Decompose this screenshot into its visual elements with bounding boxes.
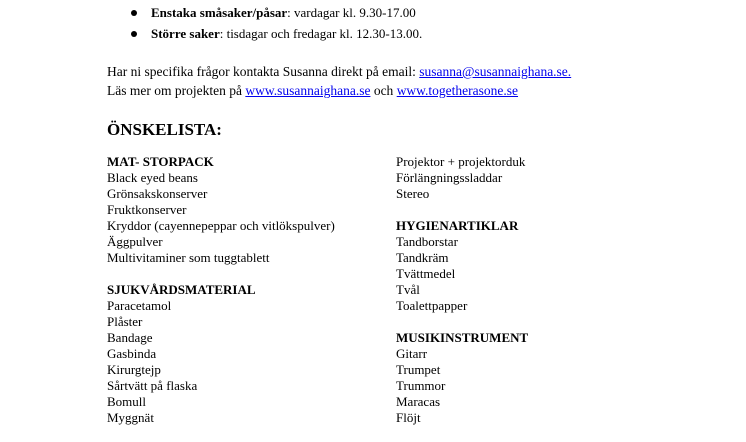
list-item: Kirurgtejp — [107, 362, 161, 377]
section-title: MAT- STORPACK — [107, 154, 214, 169]
bullet-icon — [131, 31, 137, 37]
list-item: Kryddor (cayennepeppar och vitlökspulver) — [107, 218, 335, 233]
list-item: Multivitaminer som tuggtablett — [107, 250, 270, 265]
wishlist-right-column — [396, 154, 528, 442]
list-item: Tandborstar — [396, 234, 458, 249]
bullet-label: Enstaka småsaker/påsar — [151, 5, 288, 20]
pickup-hours-list — [0, 5, 422, 47]
togetherasone-link[interactable]: www.togetherasone.se — [396, 83, 519, 98]
list-item: Gitarr — [396, 346, 428, 361]
list-item: Tandkräm — [396, 250, 449, 265]
website-prefix: Läs mer om projekten på — [107, 83, 246, 98]
list-item: Förlängningssladdar — [396, 170, 503, 185]
list-item: Fruktkonserver — [107, 202, 187, 217]
list-item: Maracas — [396, 394, 441, 409]
list-item: Trumpet — [396, 362, 441, 377]
wishlist-section — [107, 282, 335, 426]
bullet-icon — [131, 10, 137, 16]
bullet-text: : tisdagar och fredagar kl. 12.30-13.00. — [219, 26, 423, 41]
section-title: MUSIKINSTRUMENT — [396, 330, 529, 345]
contact-line — [107, 62, 571, 81]
bullet-label: Större saker — [151, 26, 220, 41]
wishlist-section — [107, 154, 335, 266]
list-item: Black eyed beans — [107, 170, 198, 185]
list-item — [0, 5, 422, 26]
wishlist-left-column — [107, 154, 335, 442]
list-item: Trummor — [396, 378, 446, 393]
list-item: Toalettpapper — [396, 298, 468, 313]
list-item — [0, 26, 422, 47]
list-item: Stereo — [396, 186, 430, 201]
wishlist-heading: ÖNSKELISTA: — [107, 120, 222, 139]
wishlist-section — [396, 154, 528, 202]
list-item: Äggpulver — [107, 234, 163, 249]
section-title: HYGIENARTIKLAR — [396, 218, 519, 233]
contact-paragraph — [107, 62, 571, 100]
list-item: Paracetamol — [107, 298, 172, 313]
website-line — [107, 81, 571, 100]
list-item: Plåster — [107, 314, 143, 329]
list-item: Myggnät — [107, 410, 154, 425]
website-conjunction: och — [370, 83, 397, 98]
email-link[interactable]: susanna@susannaighana.se. — [419, 64, 572, 79]
list-item: Grönsakskonserver — [107, 186, 208, 201]
susannaighana-link[interactable]: www.susannaighana.se — [245, 83, 371, 98]
contact-prefix: Har ni specifika frågor kontakta Susanna direkt på email: — [107, 64, 420, 79]
list-item: Projektor + projektorduk — [396, 154, 526, 169]
wishlist-section — [396, 330, 528, 426]
list-item: Bandage — [107, 330, 153, 345]
list-item: Sårtvätt på flaska — [107, 378, 198, 393]
list-item: Tvål — [396, 282, 420, 297]
list-item: Bomull — [107, 394, 147, 409]
section-title: SJUKVÅRDSMATERIAL — [107, 282, 256, 297]
bullet-text: : vardagar kl. 9.30-17.00 — [287, 5, 416, 20]
list-item: Tvättmedel — [396, 266, 456, 281]
wishlist-section — [396, 218, 528, 314]
list-item: Gasbinda — [107, 346, 157, 361]
list-item: Flöjt — [396, 410, 421, 425]
